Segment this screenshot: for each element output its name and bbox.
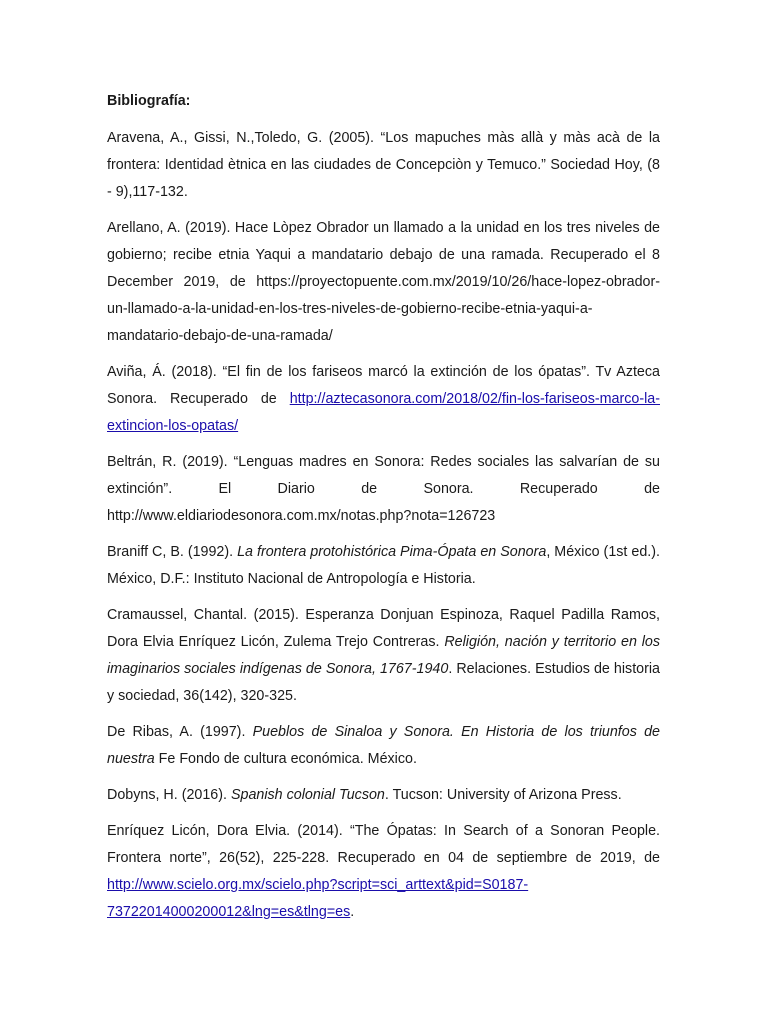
entry-text: Braniff C, B. (1992). [107,544,238,560]
bibliography-heading: Bibliografía: [107,93,191,109]
entry-text: Arellano, A. (2019). Hace Lòpez Obrador un llamado a la unidad en los tres niveles de gobierno; recibe etnia Yaqui a mandatario debajo de una ramada. Recuperado el 8 December 2019, de https://proyectopuente.com.mx/2019/10/26/hace-lopez-obrador-un-llamado-a-la-unidad-en-los-tres-niveles-de-gobierno-recibe-etnia-yaqui-a-mandatario-debajo-de-una-ramada/ [107,220,660,344]
entry-text: , México (1st ed.). México, D.F.: Instituto Nacional de Antropología e Historia. [107,544,660,587]
bibliography-entry [107,818,660,926]
entry-text: Dobyns, H. (2016). [107,787,231,803]
entry-text: Cramaussel, Chantal. (2015). Esperanza Donjuan Espinoza, Raquel Padilla Ramos, Dora Elvia Enríquez Licón, Zulema Trejo Contreras. [107,607,660,650]
entry-text: Aviña, Á. (2018). “El fin de los fariseos marcó la extinción de los ópatas”. Tv Azteca Sonora. Recuperado de [107,364,660,407]
entry-link[interactable]: http://www.scielo.org.mx/scielo.php?script=sci_arttext&pid=S0187-73722014000200012&lng=es&tlng=es [107,877,529,920]
bibliography-entry [107,719,660,773]
entry-title-italic: Pueblos de Sinaloa y Sonora. En Historia de los triunfos de nuestra [107,724,660,767]
bibliography-entry [107,449,660,530]
entry-text: Beltrán, R. (2019). “Lenguas madres en Sonora: Redes sociales las salvarían de su extinción”. El Diario de Sonora. Recuperado de http://www.eldiariodesonora.com.mx/notas.php?nota=126723 [107,454,660,524]
entry-title-italic: Religión, nación y territorio en los imaginarios sociales indígenas de Sonora, 1767-1940 [107,634,660,677]
bibliography-entry [107,782,660,809]
entry-text: De Ribas, A. (1997). [107,724,253,740]
entry-link[interactable]: http://aztecasonora.com/2018/02/fin-los-fariseos-marco-la-extincion-los-opatas/ [107,391,660,434]
entry-text: Fe Fondo de cultura económica. México. [154,751,417,767]
bibliography-entry [107,125,660,206]
bibliography-entry [107,359,660,440]
entry-text: . Relaciones. Estudios de historia y sociedad, 36(142), 320-325. [107,661,661,704]
entry-text: Enríquez Licón, Dora Elvia. (2014). “The Ópatas: In Search of a Sonoran People. Frontera norte”, 26(52), 225-228. Recuperado en 04 de septiembre de 2019, de [107,823,660,866]
entry-title-italic: Spanish colonial Tucson [230,787,385,803]
entry-title-italic: La frontera protohistórica Pima-Ópata en Sonora [237,544,547,560]
bibliography-entry [107,539,660,593]
entry-text: . [350,904,355,920]
entry-text: Aravena, A., Gissi, N.,Toledo, G. (2005). “Los mapuches màs allà y màs acà de la frontera: Identidad ètnica en las ciudades de Concepciòn y Temuco.” Sociedad Hoy, (8 - 9),117-132. [107,130,660,200]
bibliography-entry [107,602,660,710]
entry-text: . Tucson: University of Arizona Press. [384,787,622,803]
bibliography-entry [107,215,660,350]
